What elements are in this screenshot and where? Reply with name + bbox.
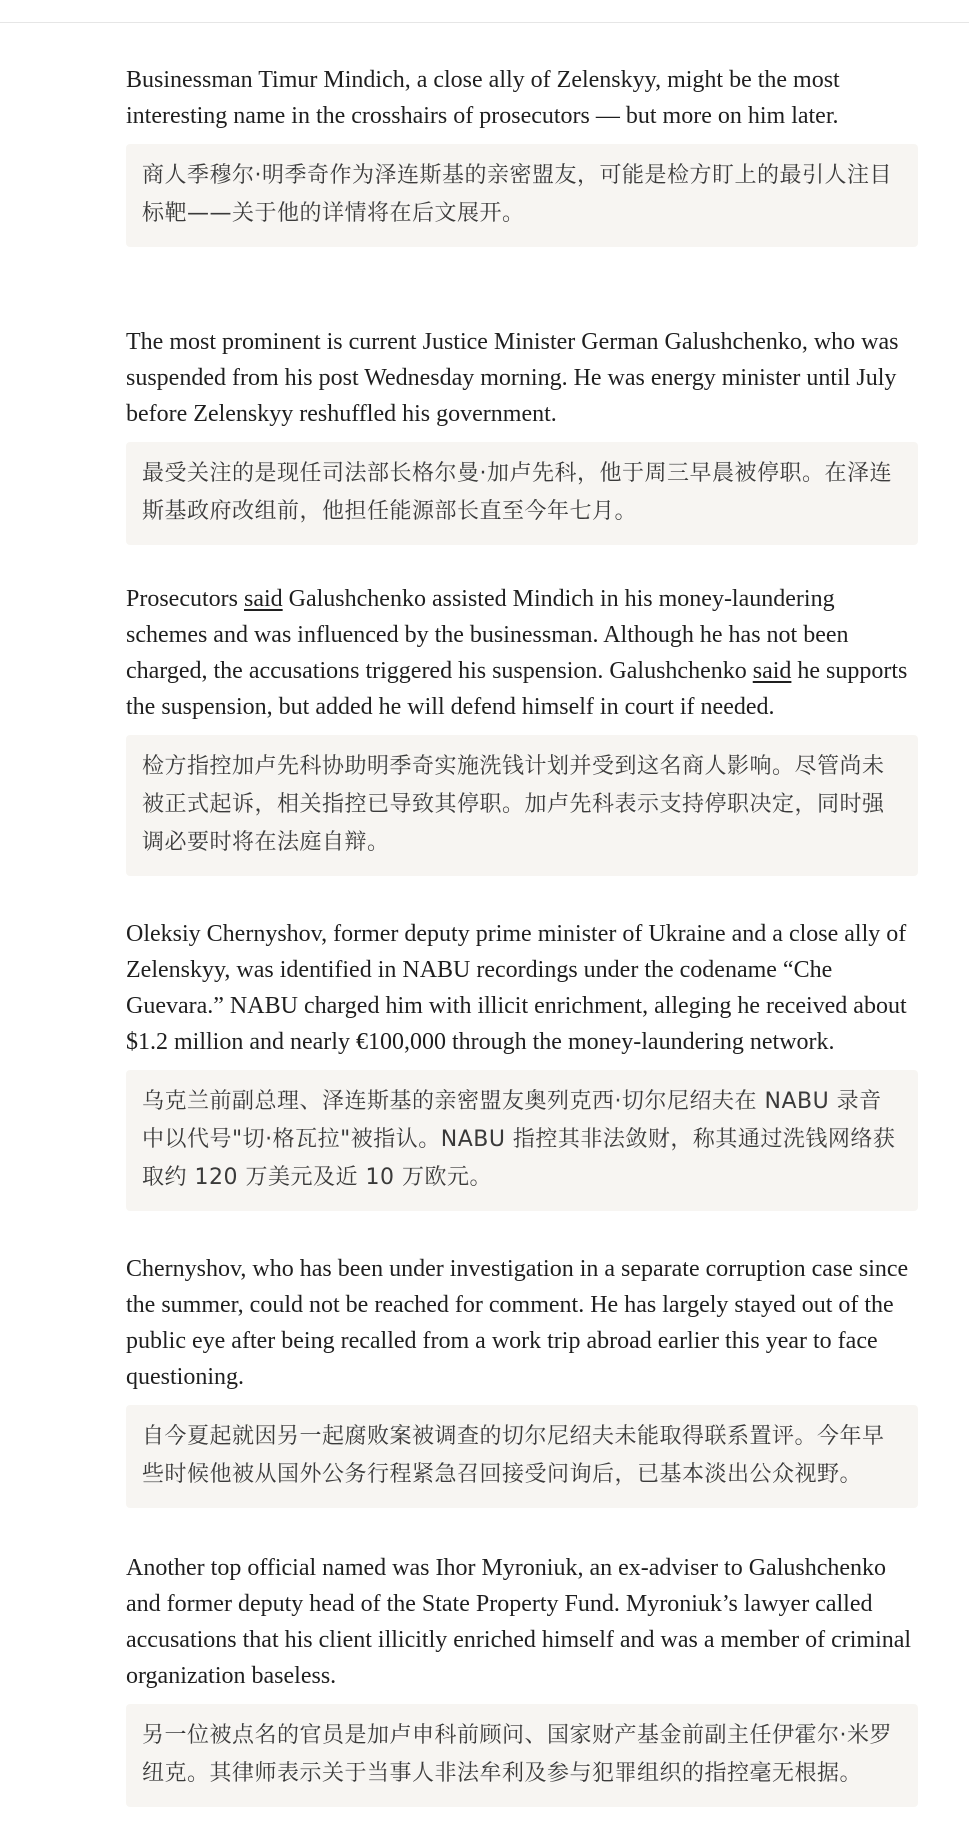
paragraph-block-2 <box>126 324 918 545</box>
text-run: Galushchenko assisted Mindich in his money-laundering schemes and was influenced by the businessman. Although he has not been charged, the accusations triggered his suspension. Galushchenko <box>126 586 849 684</box>
english-paragraph: The most prominent is current Justice Minister German Galushchenko, who was suspended from his post Wednesday morning. He was energy minister until July before Zelenskyy reshuffled his government. <box>126 329 899 427</box>
chinese-translation: 自今夏起就因另一起腐败案被调查的切尔尼绍夫未能取得联系置评。今年早些时候他被从国外公务行程紧急召回接受问询后，已基本淡出公众视野。 <box>126 1405 918 1508</box>
english-paragraph: Businessman Timur Mindich, a close ally of Zelenskyy, might be the most interesting name in the crosshairs of prosecutors — but more on him later. <box>126 67 840 129</box>
text-run: he supports the suspension, but added he will defend himself in court if needed. <box>126 658 908 720</box>
english-paragraph <box>126 581 918 725</box>
paragraph-block-1 <box>126 62 918 247</box>
top-divider <box>0 22 969 23</box>
paragraph-block-3 <box>126 581 918 876</box>
english-paragraph: Oleksiy Chernyshov, former deputy prime minister of Ukraine and a close ally of Zelenskyy, was identified in NABU recordings under the codename “Che Guevara.” NABU charged him with illicit enrichment, alleging he received about $1.2 million and nearly €100,000 through the money-laundering network. <box>126 921 907 1055</box>
paragraph-block-6 <box>126 1550 918 1807</box>
article-body <box>126 62 918 1807</box>
said-link[interactable]: said <box>243 586 283 612</box>
paragraph-block-5 <box>126 1251 918 1508</box>
english-paragraph: Another top official named was Ihor Myroniuk, an ex-adviser to Galushchenko and former deputy head of the State Property Fund. Myroniuk’s lawyer called accusations that his client illicitly enriched himself and was a member of criminal organization baseless. <box>126 1555 912 1689</box>
chinese-translation: 商人季穆尔·明季奇作为泽连斯基的亲密盟友，可能是检方盯上的最引人注目标靶——关于他的详情将在后文展开。 <box>126 144 918 247</box>
english-paragraph: Chernyshov, who has been under investigation in a separate corruption case since the summer, could not be reached for comment. He has largely stayed out of the public eye after being recalled from a work trip abroad earlier this year to face questioning. <box>126 1256 909 1390</box>
said-link[interactable]: said <box>752 658 792 684</box>
chinese-translation: 最受关注的是现任司法部长格尔曼·加卢先科，他于周三早晨被停职。在泽连斯基政府改组前，他担任能源部长直至今年七月。 <box>126 442 918 545</box>
chinese-translation: 另一位被点名的官员是加卢申科前顾问、国家财产基金前副主任伊霍尔·米罗纽克。其律师表示关于当事人非法牟利及参与犯罪组织的指控毫无根据。 <box>126 1704 918 1807</box>
chinese-translation: 检方指控加卢先科协助明季奇实施洗钱计划并受到这名商人影响。尽管尚未被正式起诉，相关指控已导致其停职。加卢先科表示支持停职决定，同时强调必要时将在法庭自辩。 <box>126 735 918 876</box>
chinese-translation: 乌克兰前副总理、泽连斯基的亲密盟友奥列克西·切尔尼绍夫在 NABU 录音中以代号"切·格瓦拉"被指认。NABU 指控其非法敛财，称其通过洗钱网络获取约 120 万美元及近 10 万欧元。 <box>126 1070 918 1211</box>
paragraph-block-4 <box>126 916 918 1211</box>
text-run: Prosecutors <box>126 586 244 612</box>
